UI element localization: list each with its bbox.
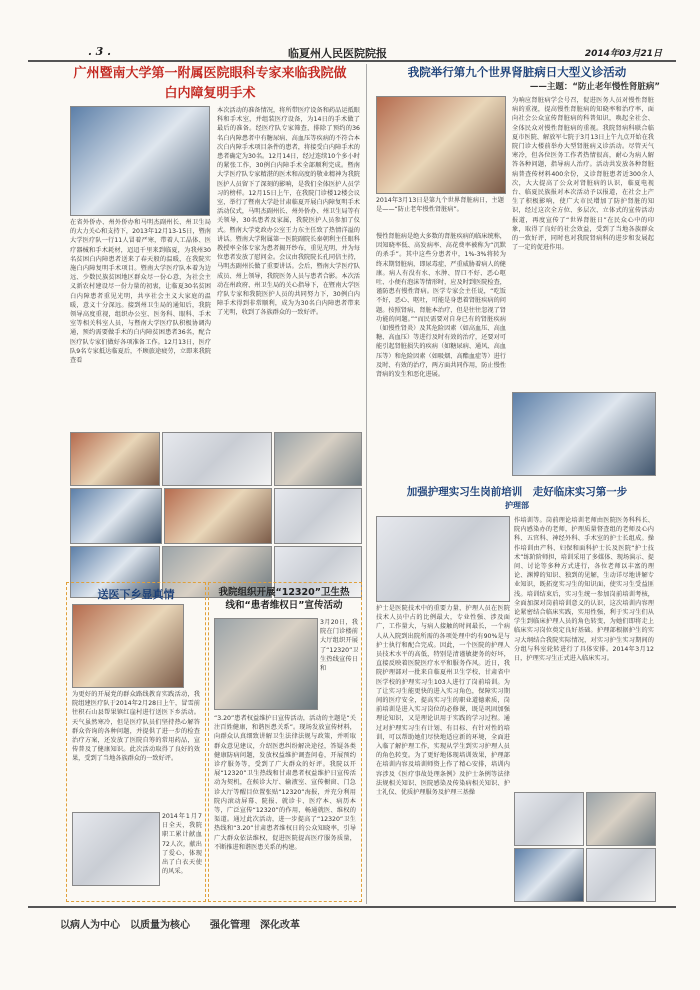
article2-title: 我院举行第九个世界肾脏病日大型义诊活动 [407,65,627,79]
article5-photo-4 [514,848,584,902]
article1-photo-6 [274,488,362,544]
article2-subtitle: ——主题：“防止老年慢性肾脏病” [529,82,660,92]
article4-side: 3月20日，我院在门诊楼前大厅组织开展了“12320”卫生热线宣传日和 [320,619,358,673]
article2-photo [376,96,506,194]
article4-photo [214,618,318,710]
issue-date: 2014年03月21日 [584,49,662,59]
article2-photo-2 [512,392,656,476]
article2-col1: 慢性肾脏病是绝大多数的肾脏疾病的临床统称，因知晓率低、高发病率、高花费率被称为“沉默的杀手”。其中这些分患者中，1%-3%将转为终末期肾脏病，即尿毒症，严重威胁着病人的健康。病人有没有水、水肿、胃口不好、恶心呕吐、小便有泡沫等情形时，应及时到医院检查，谨防患有慢性肾病。医学专家会主任说，“吃饭不好，恶心、呕吐，可能是身患着肾脏疾病的问题。按照肾病、肾脏本治疗，但是往往忽视了肾功能的问题。”“而民需要对自身已有的肾脏疾病（如慢性肾炎）及其危险因素（如高血压、高血糖、高血压）等进行及时有效的治疗，还要对可能引起肾脏损失的疾病（如糖尿病、通风、高血压等）和危险因素（如吸烟、高酯血症等）进行及时、有效的治疗，两方面共同作用，防止慢性肾病的发生和恶化进展。 [376,233,506,379]
article5-col2: 作培训等。岗前理论培训老师由医院医务科科长、院内感染办的老师，护理质量督查组的老师及心内科、五官科、神经外科、手术室的护士长组成。操作培训由产科、妇保和面科护士长及医院“护士技术”练阶阶师担，培训采用了多媒体、现场演示、提问、讨论等多种方式进行，各位老师以丰富的理论、渊博的知识、独到的见解，生动详尽地讲解专业知识，既拓宽实习生的知识面，使实习生受益匪浅。培训结束后，实习生统一参加岗前培训考核，全面加深对岗前培训意义的认识，这次培训内容理论紧密结合临床实践，实用性强，利于实习生们从学生到临床护理人员的角色转变，为她们即将走上临床实习岗位奠定良好基础。护理部根据护生的实习大纲结合我院实际情况，对实习护生实习期间的分组与科室轮转进行了具体安排。2014年3月12日，护理实习生正式进入临床实习。 [514,517,654,663]
article1-photo-5 [164,488,272,544]
header-bar [28,44,676,60]
article5-photo-1 [376,516,510,602]
footer-rule [28,906,676,908]
article3-body: 为更好的开展党的群众路线教育实践活动，我院组建医疗队于2014年2月28日上午，冒雪前往积石山县帮果镇红崖村进行送医下乡活动。天气虽然寒冷，但是医疗队员们坚持热心解答群众咨询的各种问题，并提供了进一步的检查治疗方案，还发放了医院自筹的常用药品，宣传普及了健康知识。此次活动取得了良好的效果，受到了当地各族群众的一致好评。 [72,691,200,763]
article1-photo-1 [70,432,160,486]
article5-col1: 护士是医院技术中的重要力量，护理人员在医院技术人员中占的比例最大，专业性强、涉及面广，工作量大，与病人接触的时间最长，一个病人从入院到出院所需的各项处理中约有90%是与护士执行和配合完成。因此，一个医院的护理人员技术水平的高低，特别是清谨敏捷务的好坏，直接反映着医院医疗水平和服务作风。近日，我院护理部对一批来自临夏州卫生学校、甘肃省中医学校的护理实习生103人进行了岗前培训。为了让实习生能更快的进入实习角色，保障实习期间的医疗安全，提高实习生的职业道德素质，岗前培训是进入实习岗位的必修课，既是巩固加强理论知识，又是理论识用于实践的学习过程。通过对护理实习生有计划、有目标、有针对性的培训，可以帮助她们尽快地适应新的环境，全面进入临了解护理工作，实现从学生到实习护理人员的角色转变。为了更好地体现培训效果，护理部在培训内容及培训师资上作了精心安排，培训内容涉及《医疗事故处理条例》及护士条例等法律法规相关知识、医院感染及传染病相关知识、护士礼仪、优质护理服务及护理三基操 [376,605,510,797]
article3-caption: 2014年1月7日全天，我院职工累计献血72人次，献出了爱心，体现出了白衣天使的风采。 [162,813,202,876]
article3-photo [72,604,184,688]
article5-title: 加强护理实习生岗前培训 走好临床实习第一步 [406,486,628,498]
article4-title: 我院组织开展“12320”卫生热线和“患者维权日”宣传活动 [218,587,350,611]
column-divider [366,64,367,904]
article1-col2: 本次活动的准备情况，将所带医疗设备和药品运抵眼科和手术室，并组装医疗设备，为14日的手术做了最后的准备。经医疗队专家筛查，排除了预约的36名白内障患者中有糖尿病、高血压等疾病的不符合本次白内障手术项目条件的患者，将接受白内障手术的患者确定为30名。12月14日，经过连续10个多小时的紧张工作，30例白内障手术全部顺利完成。暨南大学医疗队专家精湛的医术和高度的敬业精神为我院医护人员留下了深刻的影响，是我们全体医护人员学习的榜样。12月15日上午，在我院门诊楼12楼会议室，举行了暨南大学赴甘肃临夏开展白内障复明手术活动仪式，马明杰副州长、州外侨办、州卫生局等有关领导，30名患者及家属，我院医护人员参加了仪式。暨南大学党政办公室王力东主任致了热情洋溢的讲话。暨南大学附属第一医院副院长秦朝利主任眼科教授率全体专家为患者揭开纱布，重见光明，并为每位患者发放了慰问金。会议由我院院长孔同信主持，马明杰副州长做了重要讲话。会后，暨南大学医疗队成员、州上领导，我院医务人员与患者合影。本次活动在州政府、州卫生局的关心指导下，在暨南大学医疗队专家和我院医护人员的共同努力下，30例白内障手术得到非常顺利，成为为30名白内障患者带来了光明，收到了各族群众的一致好评。 [217,107,360,317]
article5-photo-5 [586,848,656,902]
article5-photo-3 [586,792,656,846]
article3-title: 送医下乡显真情 [97,588,175,601]
article5-byline: 护理部 [505,501,529,510]
masthead: 临夏州人民医院院报 [288,47,387,60]
article2-col2: 为响应肾脏病学会号召，促进医务人员对慢性肾脏病的重视，提高慢性肾脏病的知晓率和治疗率，面向社会公众宣传肾脏病的科普知识，唤起全社会、全体民众对慢性肾脏病的重视。我院肾病科联合临夏市医院、解放军七院于3月13日上午九点开始在我院门诊大楼前举办大型肾脏病义诊活动。尽管天气寒冷，但各位医务工作者热情很高，耐心为病人解答各种问题，指导病人治疗。活动共发放各种肾脏病普查传材料400余份，义诊肾脏患者近300余人次，大大提高了公众对肾脏病的认识，临夏电视台、临夏民族报对本次活动予以报道，在社会上产生了积极影响，使广大市民增加了防护肾脏的知识，经过这次全方位、多层次、立体式的宣传活动报道，再度宣传了“世界肾脏日”在民众心中的印象，取得了良好的社会效益，受到了当地各族群众的一致好评，同时也对我院肾病科的进步和发展起了一定的促进作用。 [512,97,654,252]
article5-photo-2 [514,792,584,846]
article1-title: 广州暨南大学第一附属医院眼科专家来临我院做白内障复明手术 [73,66,347,101]
page-number: . 3 . [88,45,111,58]
article1-photo-banner [70,106,210,216]
article2-caption: 2014年3月13日是第九个世界肾脏病日，主题是——“防止老年慢性肾脏病”。 [376,197,504,214]
article3-photo-blood [72,812,160,886]
article4-body: “3.20”患者权益维护日宣传活动，活动的主题是“关注百姓健康，和谐医患关系”。现场发放宣传材料，向群众认真细致讲解卫生法律法规与政策，并听取群众意见建议，介绍医患纠纷解决途径，答疑各类健康防病问题，发放权益维护调查问卷，开展预约诊疗服务等，受到了广大群众的好评。我院以开展“12320”卫生热线和甘肃患者权益维护日宣传活动为契机，在候诊大厅、输液室、宣传橱窗、门急诊大厅等醒目位置张贴“12320”海报，并充分利用院内滚动屏幕、院报、就诊卡、医疗本、病历本等，广泛宣传“12320”的作用，畅通就医、维权的渠道。通过此次活动，进一步提高了“12320”卫生热线和“3.20”甘肃患者维权日的公众知晓率，引导广大群众依法维权，促进医院提高医疗服务质量，不断推进和谐医患关系的构建。 [214,715,356,851]
article1-photo-2 [162,432,272,486]
article1-col1: 在省外侨办、州外侨办和马明杰副州长、州卫生局的大力关心和支持下，2013年12月13-15日，暨南大学医疗队一行11人冒着严寒，带着人工晶体、医疗器械和手术耗材，迢迢千里来到临夏，为我州30名贫困白内障患者送来了春天般的温暖，在我院实施白内障复明手术项目。暨南大学医疗队本着为边远、少数民族贫困地区群众尽一份心意，为社会主义新农村建设尽一份力量的初衷，让临夏30名贫困白内障患者重见光明，共享社会主义大家庭的温暖，意义十分深远。接到州卫生局的通知后，我院领导高度重视，组织办公室、医务科、眼科、手术室等相关科室人员，与暨南大学医疗队积极协调沟通，预约需要做手术的白内障贫困患者36名，配合医疗队专家们做好各项准备工作。12月13日，医疗队9名专家抵达临夏后，不顾旅途疲劳，立即来我院查看 [70,219,211,365]
footer-slogan: 以病人为中心 以质量为核心 强化管理 深化改革 [60,920,300,931]
article1-photo-3 [274,432,362,486]
header-rule [28,60,676,62]
article1-photo-4 [70,488,162,544]
